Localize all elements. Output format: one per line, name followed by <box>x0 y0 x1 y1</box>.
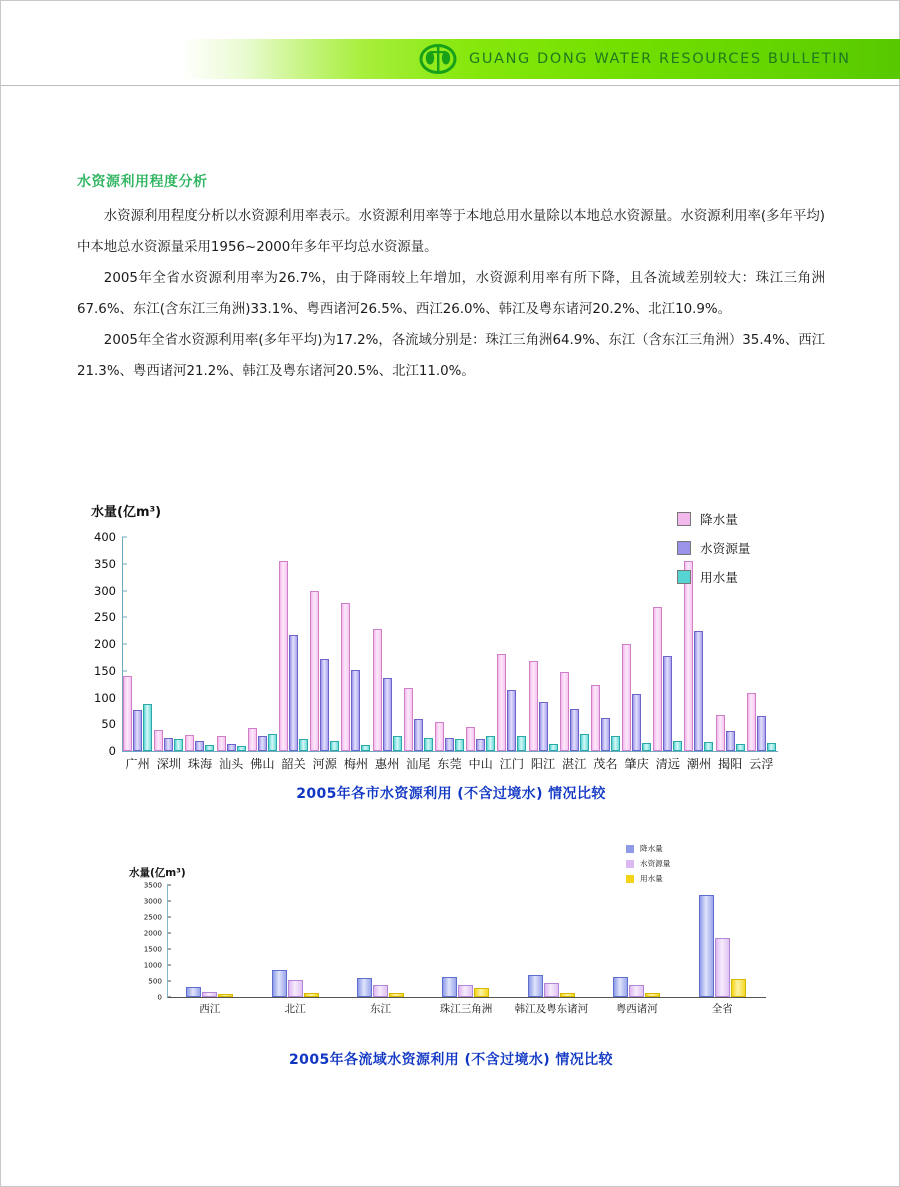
legend-item <box>677 567 750 586</box>
bar-use <box>237 746 246 751</box>
x-axis-label: 韶关 <box>281 757 306 771</box>
bar-res <box>288 980 303 997</box>
bar-res <box>351 670 360 751</box>
bar-use <box>673 741 682 751</box>
bar-group <box>309 537 340 751</box>
x-axis-label: 湛江 <box>562 757 587 771</box>
x-axis-label: 韩江及粤东诸河 <box>514 1003 589 1015</box>
bar-use <box>731 979 746 997</box>
bar-res <box>507 690 516 751</box>
chart2-bar-groups <box>167 885 765 997</box>
bar-use <box>704 742 713 751</box>
legend-label: 用水量 <box>700 570 738 585</box>
bar-res <box>757 716 766 751</box>
x-axis-label: 珠海 <box>187 757 213 771</box>
bar-group <box>184 537 215 751</box>
legend-swatch-icon <box>677 541 691 555</box>
bar-use <box>580 734 589 751</box>
y-tick-label: 1500 <box>143 944 162 954</box>
legend-item <box>626 858 670 869</box>
bar-res <box>570 709 579 751</box>
bar-rain <box>357 978 372 997</box>
bar-group <box>340 537 371 751</box>
bar-use <box>517 736 526 751</box>
bar-rain <box>613 977 628 997</box>
y-tick-label: 0 <box>108 744 116 758</box>
bar-res <box>632 694 641 751</box>
y-tick-label: 1000 <box>143 960 162 970</box>
bar-use <box>361 745 370 751</box>
x-axis-label: 东莞 <box>437 757 462 771</box>
bar-use <box>393 736 402 751</box>
bar-group <box>372 537 403 751</box>
header-divider <box>1 85 900 86</box>
bar-rain <box>591 685 600 751</box>
bar-res <box>133 710 142 751</box>
bar-group <box>338 885 423 997</box>
bar-use <box>424 738 433 751</box>
bar-rain <box>404 688 413 751</box>
bar-group <box>680 885 765 997</box>
bar-res <box>715 938 730 997</box>
oval-emblem-icon <box>419 44 457 74</box>
x-axis-label: 江门 <box>499 757 525 771</box>
y-tick-label: 200 <box>94 637 116 651</box>
bar-group <box>465 537 496 751</box>
chart2-caption: 2005年各流域水资源利用 (不含过境水) 情况比较 <box>289 1052 613 1068</box>
x-axis-label: 中山 <box>468 757 493 771</box>
section-heading: 水资源利用程度分析 <box>77 174 208 190</box>
bar-use <box>218 994 233 997</box>
chart2-legend <box>626 843 670 884</box>
y-tick-label: 350 <box>94 556 116 571</box>
chart-basins <box>121 844 781 1038</box>
x-axis-label: 潮州 <box>686 757 712 771</box>
bar-res <box>663 656 672 751</box>
bar-use <box>174 739 183 751</box>
bar-res <box>458 985 473 997</box>
legend-label: 降水量 <box>700 512 738 527</box>
bar-rain <box>248 728 257 751</box>
bar-use <box>455 739 464 751</box>
bar-rain <box>310 591 319 751</box>
chart2-y-ticks <box>121 880 167 1002</box>
y-tick-label: 400 <box>94 530 116 544</box>
legend-item <box>677 509 750 528</box>
legend-item <box>626 843 670 854</box>
bar-rain <box>123 676 132 751</box>
y-tick-label: 2500 <box>143 912 162 922</box>
bar-group <box>509 885 594 997</box>
y-tick-label: 150 <box>94 663 116 678</box>
bar-use <box>205 745 214 751</box>
x-axis-label: 茂名 <box>593 757 618 771</box>
bar-res <box>383 678 392 751</box>
bar-rain <box>560 672 569 751</box>
bar-rain <box>529 661 538 751</box>
bar-rain <box>699 895 714 997</box>
bar-res <box>414 719 423 751</box>
bulletin-title: GUANG DONG WATER RESOURCES BULLETIN <box>469 51 851 67</box>
x-axis-label: 粤西诸河 <box>615 1003 658 1015</box>
bar-use <box>304 993 319 997</box>
legend-swatch-icon <box>626 875 634 883</box>
bar-res <box>202 992 217 997</box>
chart-cities <box>77 501 825 801</box>
chart1-x-labels <box>122 755 777 772</box>
bar-group <box>434 537 465 751</box>
legend-swatch-icon <box>626 860 634 868</box>
bar-res <box>601 718 610 751</box>
bar-res <box>258 736 267 751</box>
bar-rain <box>747 693 756 751</box>
bar-res <box>373 985 388 997</box>
bar-res <box>476 739 485 751</box>
bar-group <box>527 537 558 751</box>
bar-rain <box>435 722 444 751</box>
bar-rain <box>622 644 631 751</box>
chart1-legend <box>677 509 750 586</box>
chart1-caption: 2005年各市水资源利用 (不含过境水) 情况比较 <box>296 786 606 802</box>
bar-res <box>227 744 236 751</box>
bar-group <box>403 537 434 751</box>
bar-use <box>474 988 489 997</box>
body-text <box>77 201 825 387</box>
x-axis-label: 汕尾 <box>406 757 431 771</box>
bar-res <box>164 738 173 751</box>
chart1-y-axis-label: 水量(亿m³) <box>91 505 162 520</box>
bar-use <box>299 739 308 751</box>
bar-group <box>122 537 153 751</box>
x-axis-label: 清远 <box>655 757 680 771</box>
header-content <box>419 39 851 79</box>
bar-use <box>767 743 776 751</box>
bar-res <box>694 631 703 751</box>
bar-use <box>645 993 660 997</box>
bar-rain <box>279 561 288 751</box>
x-axis-label: 东江 <box>370 1003 392 1015</box>
bar-use <box>330 741 339 751</box>
bar-res <box>629 985 644 997</box>
y-tick-label: 3500 <box>143 880 162 890</box>
bar-res <box>544 983 559 997</box>
bar-res <box>539 702 548 751</box>
bar-use <box>389 993 404 997</box>
bar-group <box>496 537 527 751</box>
x-axis-label: 肇庆 <box>624 757 649 771</box>
x-axis-label: 梅州 <box>343 757 369 771</box>
x-axis-label: 云浮 <box>749 757 774 771</box>
bar-use <box>549 744 558 751</box>
bar-group <box>247 537 278 751</box>
chart2-x-labels <box>167 1001 765 1016</box>
bar-rain <box>272 970 287 997</box>
bar-rain <box>528 975 543 997</box>
bar-group <box>746 537 777 751</box>
legend-swatch-icon <box>677 570 691 584</box>
legend-label: 用水量 <box>640 874 663 883</box>
bar-rain <box>684 561 693 751</box>
bar-res <box>445 738 454 751</box>
bar-use <box>642 743 651 751</box>
bar-use <box>736 744 745 751</box>
paragraph-2: 2005年全省水资源利用率为26.7%，由于降雨较上年增加，水资源利用率有所下降，且各流域差别较大：珠江三角洲67.6%、东江(含东江三角洲)33.1%、粤西诸河26.5%、西江26.0%、韩江及粤东诸河20.2%、北江10.9%。 <box>77 271 825 317</box>
y-tick-label: 3000 <box>143 896 162 906</box>
bar-group <box>621 537 652 751</box>
bar-use <box>486 736 495 751</box>
bar-rain <box>497 654 506 751</box>
legend-label: 水资源量 <box>640 859 671 868</box>
bar-res <box>195 741 204 751</box>
x-axis-label: 深圳 <box>156 757 181 771</box>
bar-rain <box>466 727 475 751</box>
x-axis-label: 河源 <box>312 757 337 771</box>
x-axis-label: 阳江 <box>530 757 556 771</box>
bar-group <box>594 885 679 997</box>
bar-use <box>560 993 575 997</box>
chart1-y-ticks <box>77 530 122 758</box>
bar-res <box>726 731 735 751</box>
bar-res <box>289 635 298 751</box>
x-axis-label: 西江 <box>199 1003 221 1015</box>
bar-group <box>153 537 184 751</box>
y-tick-label: 50 <box>101 717 116 732</box>
paragraph-1: 水资源利用程度分析以水资源利用率表示。水资源利用率等于本地总用水量除以本地总水资源量。水资源利用率(多年平均)中本地总水资源量采用1956~2000年多年平均总水资源量。 <box>77 209 825 255</box>
bar-group <box>423 885 508 997</box>
y-tick-label: 100 <box>94 690 116 705</box>
bar-rain <box>442 977 457 997</box>
bar-use <box>268 734 277 751</box>
paragraph-3: 2005年全省水资源利用率(多年平均)为17.2%，各流域分别是：珠江三角洲64.9%、东江（含东江三角洲）35.4%、西江21.3%、粤西诸河21.2%、韩江及粤东诸河20.5%、北江11.0%。 <box>77 333 825 379</box>
legend-item <box>677 538 750 557</box>
legend-swatch-icon <box>626 845 634 853</box>
legend-item <box>626 873 670 884</box>
y-tick-label: 0 <box>157 992 162 1002</box>
bar-rain <box>185 735 194 751</box>
legend-swatch-icon <box>677 512 691 526</box>
bar-rain <box>217 736 226 751</box>
y-tick-label: 300 <box>94 583 116 598</box>
x-axis-label: 揭阳 <box>717 757 743 771</box>
x-axis-label: 佛山 <box>250 757 275 771</box>
legend-label: 降水量 <box>640 844 663 853</box>
bar-group <box>590 537 621 751</box>
bar-rain <box>716 715 725 751</box>
y-tick-label: 2000 <box>143 928 162 938</box>
y-tick-label: 500 <box>148 976 162 986</box>
bar-group <box>278 537 309 751</box>
bar-use <box>143 704 152 751</box>
x-axis-label: 惠州 <box>374 757 400 771</box>
bar-rain <box>186 987 201 997</box>
x-axis-label: 珠江三角洲 <box>439 1003 493 1015</box>
bar-group <box>559 537 590 751</box>
bar-group <box>167 885 252 997</box>
bar-use <box>611 736 620 751</box>
legend-label: 水资源量 <box>700 541 751 556</box>
bar-rain <box>341 603 350 751</box>
chart2-y-axis-label: 水量(亿m³) <box>129 867 186 879</box>
bar-res <box>320 659 329 751</box>
x-axis-label: 全省 <box>711 1003 733 1015</box>
bar-rain <box>154 730 163 751</box>
bar-rain <box>653 607 662 751</box>
y-tick-label: 250 <box>94 610 116 625</box>
x-axis-label: 北江 <box>284 1003 306 1015</box>
x-axis-label: 汕头 <box>218 757 244 771</box>
bar-group <box>252 885 337 997</box>
x-axis-label: 广州 <box>125 757 150 771</box>
bar-rain <box>373 629 382 751</box>
bar-group <box>216 537 247 751</box>
